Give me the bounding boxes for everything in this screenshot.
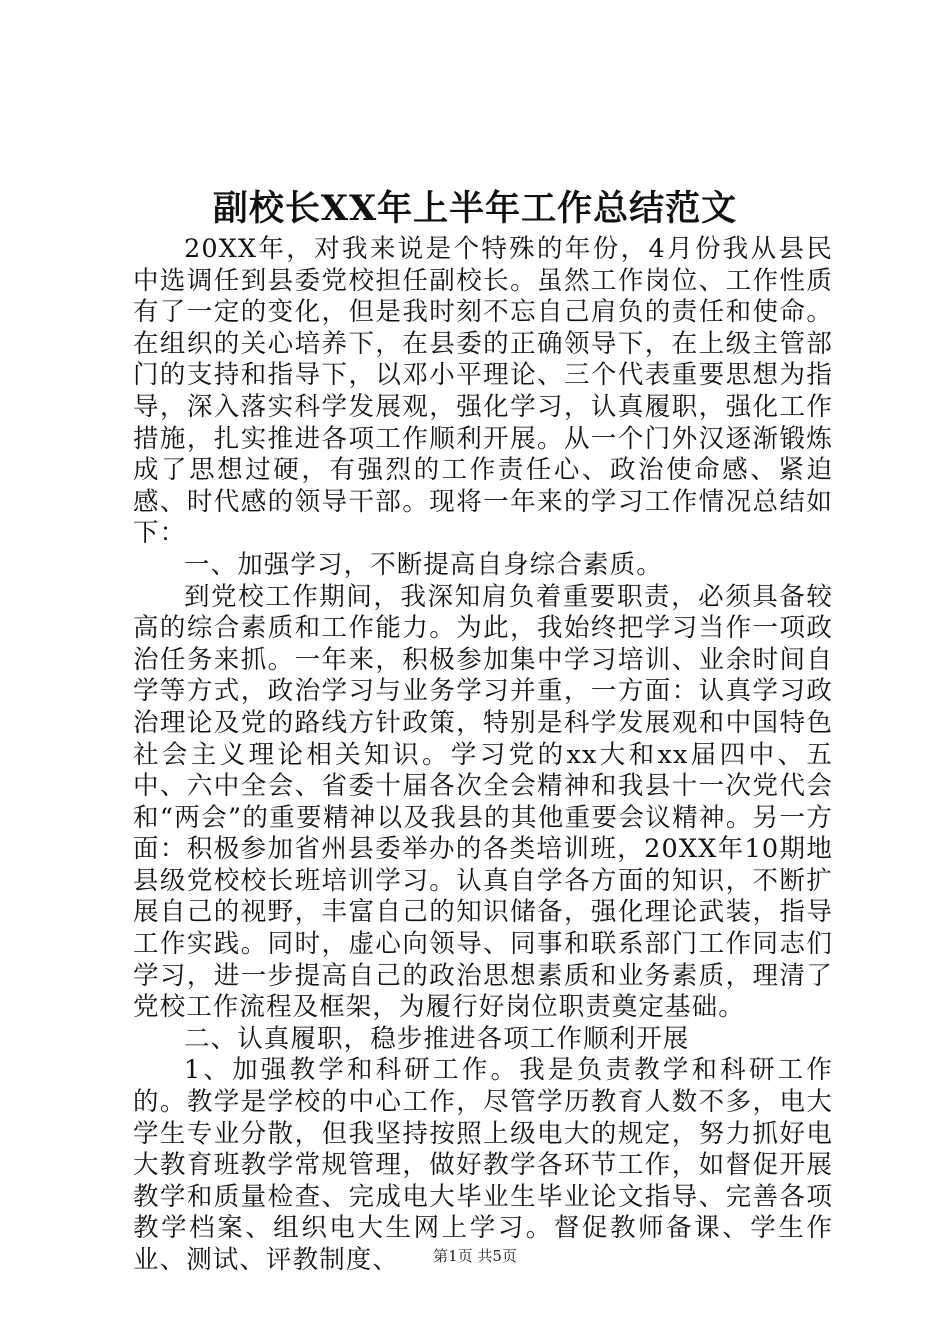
paragraph-study: 到党校工作期间，我深知肩负着重要职责，必须具备较高的综合素质和工作能力。为此，我始终把学习当作一项政治任务来抓。一年来，积极参加集中学习培训、业余时间自学等方式，政治学习与业务学习并重，一方面：认真学习政治理论及党的路线方针政策，特别是科学发展观和中国特色社会主义理论相关知识。学习党的xx大和xx届四中、五中、六中全会、省委十届各次全会精神和我县十一次党代会和“两会”的重要精神以及我县的其他重要会议精神。另一方面：积极参加省州县委举办的各类培训班，20XX年10期地县级党校校长班培训学习。认真自学各方面的知识，不断扩展自己的视野，丰富自己的知识储备，强化理论武装，指导工作实践。同时，虚心向领导、同事和联系部门工作同志们学习，进一步提高自己的政治思想素质和业务素质，理清了党校工作流程及框架，为履行好岗位职责奠定基础。 (133, 581, 833, 1023)
page-number-footer: 第1页 共5页 (433, 1247, 517, 1265)
paragraph-teaching: 1、加强教学和科研工作。我是负责教学和科研工作的。教学是学校的中心工作，尽管学历教育人数不多，电大学生专业分散，但我坚持按照上级电大的规定，努力抓好电大教育班教学常规管理，做好教学各环节工作，如督促开展教学和质量检查、完成电大毕业生毕业论文指导、完善各项教学档案、组织电大生网上学习。督促教师备课、学生作业、测试、评教制度、 (133, 1055, 833, 1275)
paragraph-intro: 20XX年，对我来说是个特殊的年份，4月份我从县民中选调任到县委党校担任副校长。虽然工作岗位、工作性质有了一定的变化，但是我时刻不忘自己肩负的责任和使命。在组织的关心培养下，在县委的正确领导下，在上级主管部门的支持和指导下，以邓小平理论、三个代表重要思想为指导，深入落实科学发展观，强化学习，认真履职，强化工作措施，扎实推进各项工作顺利开展。从一个门外汉逐渐锻炼成了思想过硬，有强烈的工作责任心、政治使命感、紧迫感、时代感的领导干部。现将一年来的学习工作情况总结如下： (133, 234, 833, 549)
section-heading-2: 二、认真履职，稳步推进各项工作顺利开展 (184, 1023, 690, 1054)
document-body (133, 234, 833, 1277)
document-title: 副校长XX年上半年工作总结范文 (212, 188, 738, 229)
section-heading-1: 一、加强学习，不断提高自身综合素质。 (184, 549, 663, 580)
